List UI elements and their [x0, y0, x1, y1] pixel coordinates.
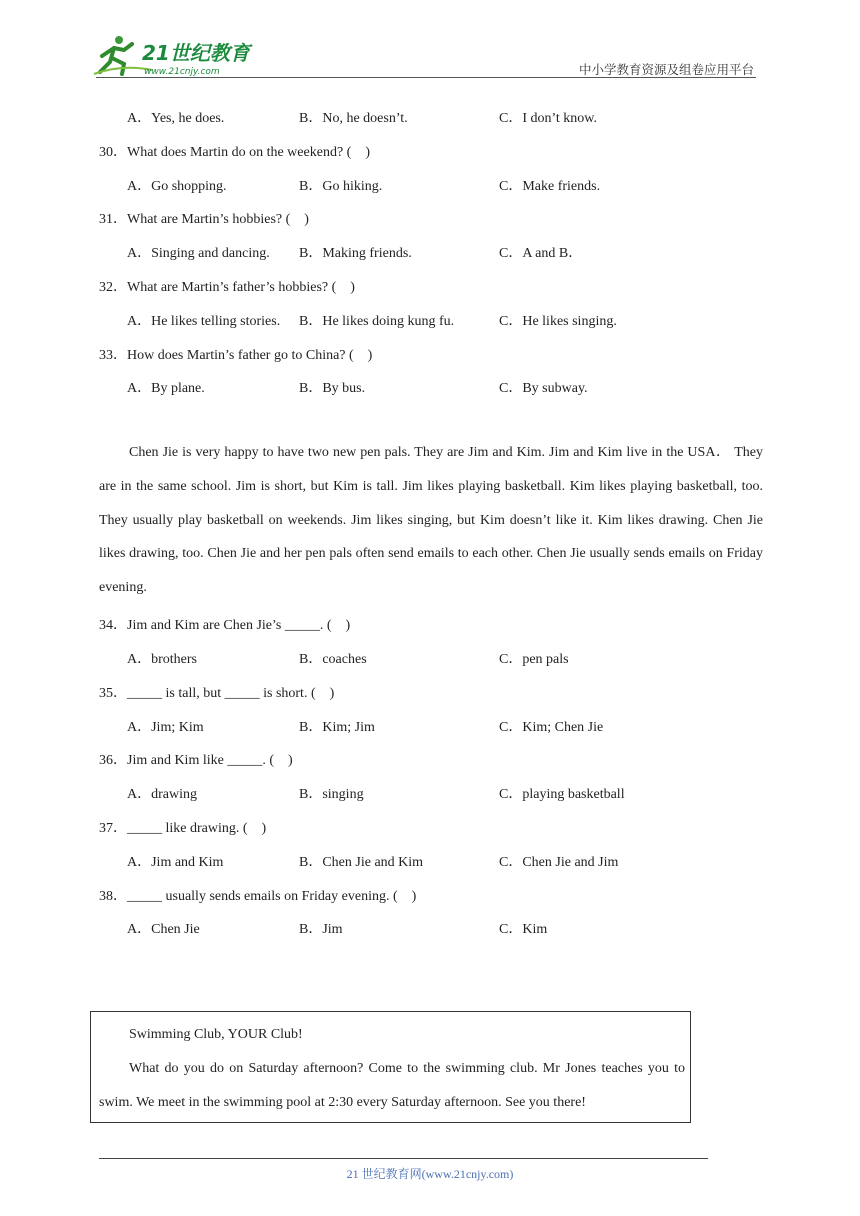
question-35: 35．_____ is tall, but _____ is short. ( ) — [99, 686, 335, 701]
option-c[interactable]: C．I don’t know. — [499, 111, 597, 126]
option-b[interactable]: B．No, he doesn’t. — [299, 111, 408, 126]
option-b[interactable]: B．By bus. — [299, 381, 366, 396]
option-a[interactable]: A．brothers — [127, 652, 197, 667]
option-c[interactable]: C．He likes singing. — [499, 314, 617, 329]
option-a[interactable]: A．Jim; Kim — [127, 720, 204, 735]
svg-text:www.21cnjy.com: www.21cnjy.com — [144, 67, 220, 77]
notice-title: Swimming Club, YOUR Club! — [129, 1027, 303, 1042]
question-33: 33．How does Martin’s father go to China? ( ) — [99, 348, 373, 363]
svg-text:21世纪教育: 21世纪教育 — [142, 41, 250, 65]
option-b[interactable]: B．Go hiking. — [299, 179, 383, 194]
header-platform-text: 中小学教育资源及组卷应用平台 — [578, 63, 754, 77]
header-divider — [96, 77, 756, 78]
option-a[interactable]: A．Go shopping. — [127, 179, 227, 194]
option-b[interactable]: B．Kim; Jim — [299, 720, 375, 735]
footer-text[interactable]: 21 世纪教育网(www.21cnjy.com) — [346, 1167, 514, 1181]
question-32: 32．What are Martin’s father’s hobbies? ( ) — [99, 280, 355, 295]
question-36: 36．Jim and Kim like _____. ( ) — [99, 753, 293, 768]
option-b[interactable]: B．He likes doing kung fu. — [299, 314, 455, 329]
question-38: 38．_____ usually sends emails on Friday evening. ( ) — [99, 889, 417, 904]
option-c[interactable]: C．playing basketball — [499, 787, 625, 802]
option-c[interactable]: C．Kim; Chen Jie — [499, 720, 604, 735]
option-a[interactable]: A．Jim and Kim — [127, 855, 224, 870]
option-a[interactable]: A．By plane. — [127, 381, 205, 396]
option-b[interactable]: B．Chen Jie and Kim — [299, 855, 424, 870]
option-c[interactable]: C．Make friends. — [499, 179, 601, 194]
option-a[interactable]: A．Singing and dancing. — [127, 246, 270, 261]
option-c[interactable]: C．pen pals — [499, 652, 569, 667]
option-b[interactable]: B．singing — [299, 787, 364, 802]
option-c[interactable]: C．Kim — [499, 922, 548, 937]
option-b[interactable]: B．Jim — [299, 922, 343, 937]
option-a[interactable]: A．He likes telling stories. — [127, 314, 281, 329]
option-a[interactable]: A．Yes, he does. — [127, 111, 225, 126]
reading-passage — [99, 436, 763, 605]
footer-divider — [99, 1158, 708, 1159]
question-31: 31．What are Martin’s hobbies? ( ) — [99, 212, 309, 227]
option-c[interactable]: C．By subway. — [499, 381, 588, 396]
question-37: 37．_____ like drawing. ( ) — [99, 821, 267, 836]
option-b[interactable]: B．coaches — [299, 652, 367, 667]
option-c[interactable]: C．A and B． — [499, 246, 583, 261]
option-a[interactable]: A．drawing — [127, 787, 197, 802]
logo — [92, 34, 262, 78]
notice-body-text: What do you do on Saturday afternoon? Come to the swimming club. Mr Jones teaches you to swim. We meet in the swimming pool at 2:30 every Saturday afternoon. See you there! — [99, 1061, 685, 1110]
page-header — [0, 0, 860, 80]
notice-body — [99, 1052, 685, 1120]
swimming-club-notice — [90, 1011, 691, 1123]
option-b[interactable]: B．Making friends. — [299, 246, 412, 261]
passage-text: Chen Jie is very happy to have two new pen pals. They are Jim and Kim. Jim and Kim live in the USA． They are in the same school. Jim is short, but Kim is tall. Jim likes playing basketball. Kim likes playing basketball, too. They usually play basketball on weekends. Jim likes singing, but Kim doesn’t like it. Kim likes drawing. Chen Jie likes drawing, too. Chen Jie and her pen pals often send emails to each other. Chen Jie usually sends emails on Friday evening. — [99, 445, 763, 596]
option-a[interactable]: A．Chen Jie — [127, 922, 200, 937]
question-30: 30．What does Martin do on the weekend? ( ) — [99, 145, 370, 160]
question-34: 34．Jim and Kim are Chen Jie’s _____. ( ) — [99, 618, 351, 633]
option-c[interactable]: C．Chen Jie and Jim — [499, 855, 619, 870]
